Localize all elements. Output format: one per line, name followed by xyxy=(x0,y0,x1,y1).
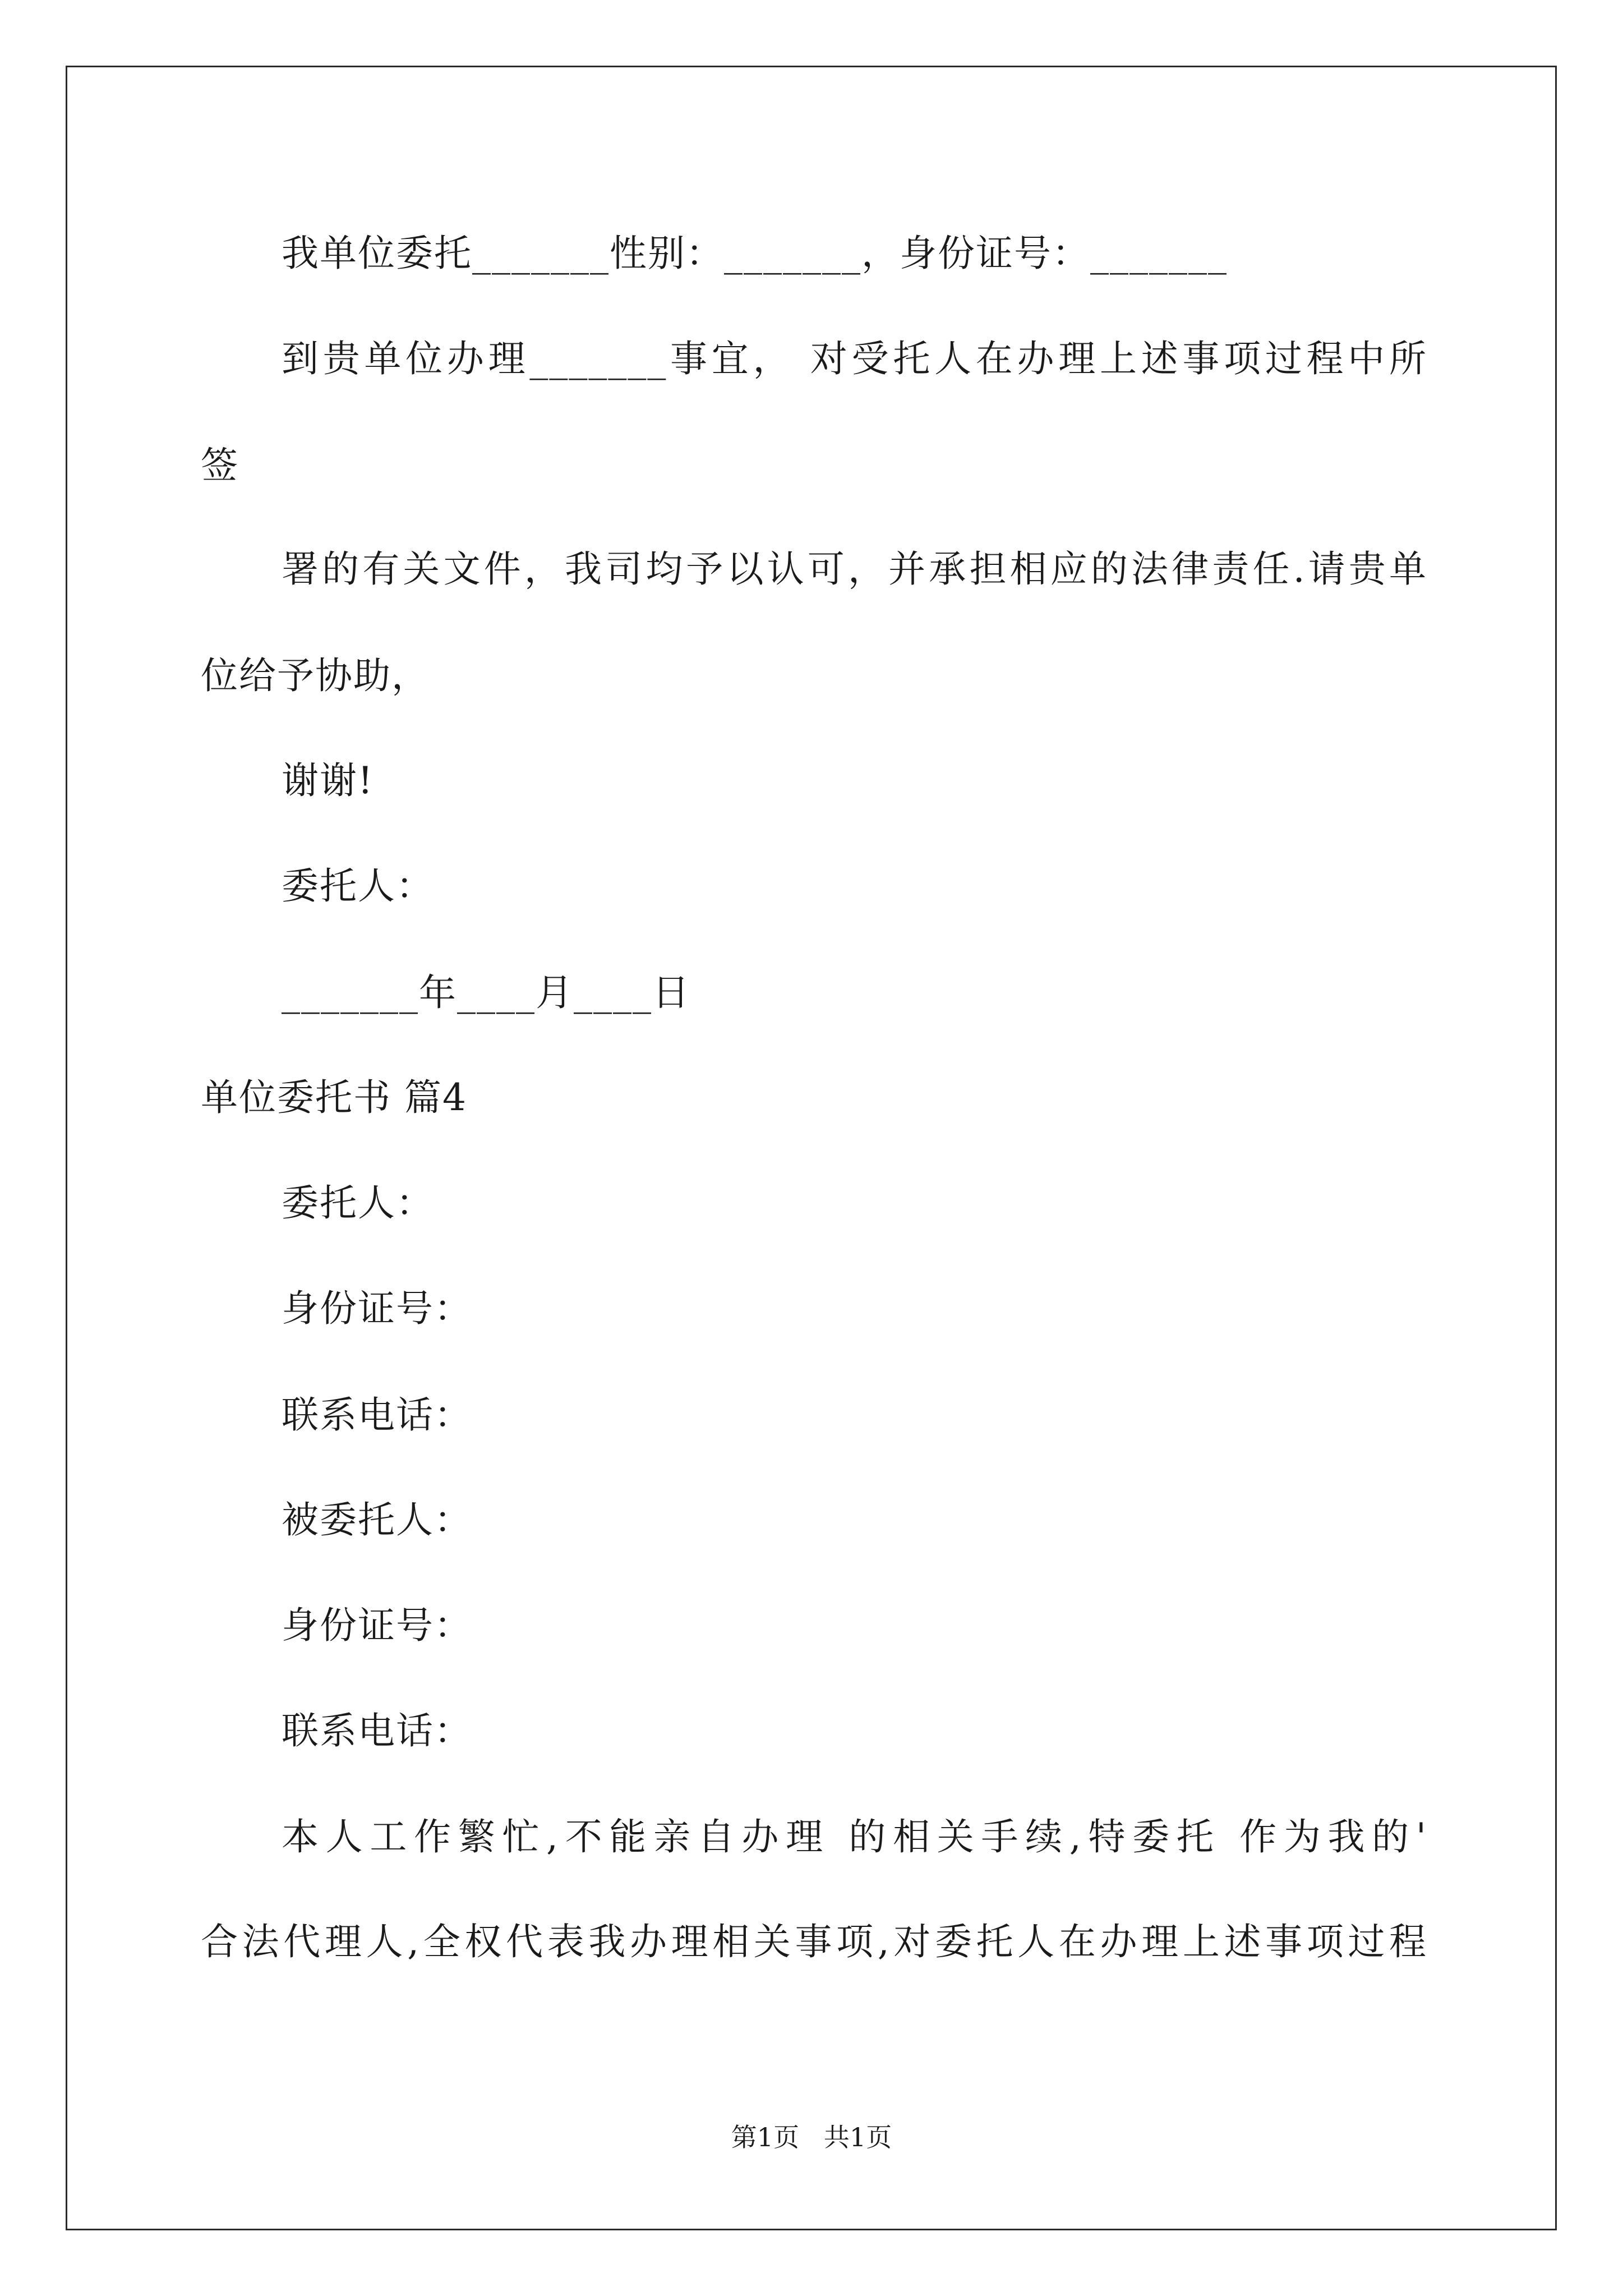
section-heading: 单位委托书 篇4 xyxy=(201,1076,467,1119)
paragraph-line: 联系电话： xyxy=(282,1709,472,1752)
paragraph-line: 委托人： xyxy=(282,1181,434,1225)
paragraph-line: 到贵单位办理_______事宜， 对受托人在办理上述事项过程中所 xyxy=(282,337,1427,380)
paragraph-line: 委托人： xyxy=(282,864,434,908)
page-border xyxy=(66,66,1557,2230)
paragraph-line: 谢谢! xyxy=(282,759,374,802)
paragraph-line: 签 xyxy=(201,444,239,487)
paragraph-line: 被委托人： xyxy=(282,1498,472,1542)
paragraph-line: 合法代理人,全权代表我办理相关事项,对委托人在办理上述事项过程 xyxy=(201,1920,1427,1963)
paragraph-line: 本人工作繁忙,不能亲自办理 的相关手续,特委托 作为我的' xyxy=(282,1815,1427,1858)
paragraph-line: 联系电话： xyxy=(282,1393,472,1437)
paragraph-line: 身份证号： xyxy=(282,1604,472,1647)
paragraph-line: 身份证号： xyxy=(282,1287,472,1330)
paragraph-line: 署的有关文件，我司均予以认可，并承担相应的法律责任.请贵单 xyxy=(282,547,1427,591)
paragraph-line: _______年____月____日 xyxy=(282,971,690,1014)
paragraph-line: 我单位委托_______性别：_______，身份证号：_______ xyxy=(282,232,1228,275)
page-footer: 第1页 共1页 xyxy=(731,2122,892,2152)
paragraph-line: 位给予协助， xyxy=(201,654,430,697)
